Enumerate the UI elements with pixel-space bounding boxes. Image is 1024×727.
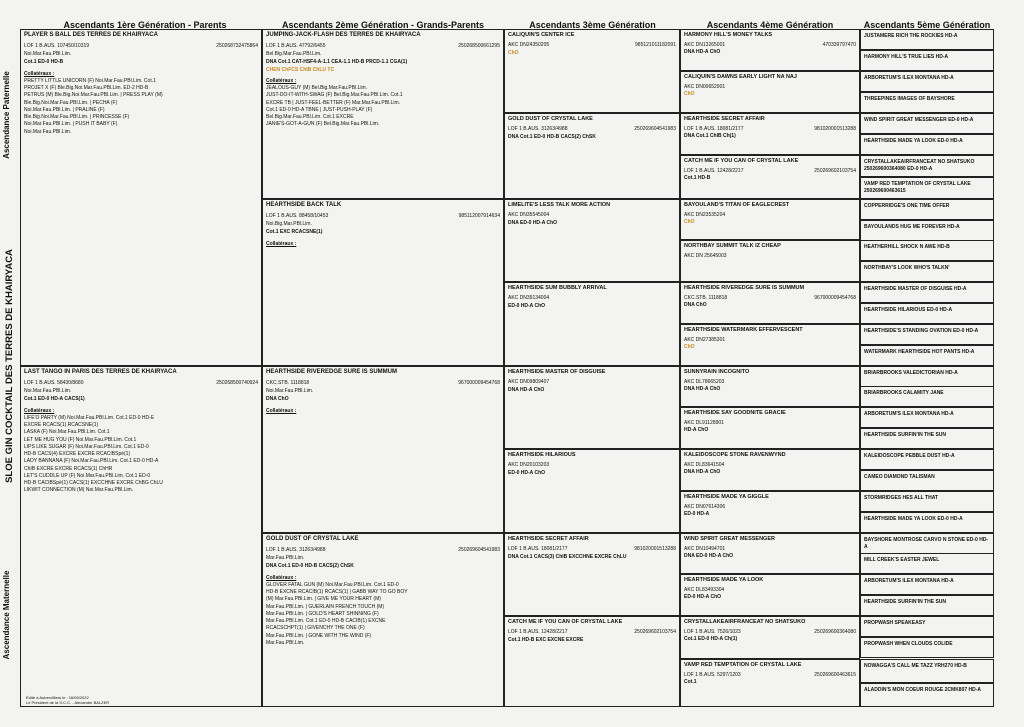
sire-results: Cot.1 ED-0 HD-B [24, 59, 64, 66]
gen5-ancestor: CRYSTALLAKEAIRFRANCEAT NO SHATSUKO 250269600364080 ED-0 HD-A [860, 155, 994, 177]
sire-name: PLAYER S BALL DES TERRES DE KHAIRYACA [24, 32, 158, 38]
gen5-ancestor: HEARTHSIDE SURFIN'IN THE SUN [860, 428, 994, 449]
gen3-name: GOLD DUST OF CRYSTAL LAKE [508, 116, 593, 122]
gen4-reg: AKC DN07614306 [684, 504, 726, 511]
gen4-name: HEARTHSIDE SECRET AFFAIR [684, 116, 765, 122]
gen2-results: DNA Cot.1 CAT-HSF4-A-1.1 CEA-1.1 HD-B PRCD-1.1 CGA(1) [266, 59, 408, 66]
gen4-results: DNA Cot.1 ChIB Ch(1) [684, 133, 736, 140]
gen4-name: SUNNYRAIN INCOGNITO [684, 369, 750, 375]
gen2-results: DNA ChO [266, 396, 289, 403]
collateral-line: RCACSCHPT(1) | GIVENCHY THE ONE (F) [266, 625, 365, 632]
collateral-line: LASKA (F) Noi.Mar.Fau.PBl.Lim. Cot.1 [24, 429, 110, 436]
gen4-cell [680, 366, 860, 407]
gen4-name: HEARTHSIDE SAY GOODNITE GRACIE [684, 410, 786, 416]
dam-collaterals [24, 415, 258, 495]
gen4-reg: AKC DL83641504 [684, 462, 725, 469]
gen4-name: HEARTHSIDE MADE YA LOOK [684, 577, 764, 583]
gen3-reg: LOF 1 B.AUS. 18081/2177 [508, 546, 568, 553]
gen5-ancestor: WIND SPIRIT GREAT MESSENGER ED-0 HD-A [860, 113, 994, 134]
gen2-color: Noi.Mar.Fau.PBl.Lim. [266, 388, 314, 395]
gen4-reg: CKC.STB. 1118818 [684, 295, 728, 302]
gen4-cell [680, 533, 860, 574]
gen3-reg: AKC DN24350205 [508, 42, 550, 49]
gen4-cell [680, 616, 860, 659]
gen3-chip: 981020001513288 [634, 546, 676, 553]
gen3-name: CATCH ME IF YOU CAN OF CRYSTAL LAKE [508, 619, 623, 625]
issue-footer [26, 695, 109, 705]
gen4-chip: 470339797470 [822, 42, 856, 49]
gen4-results: Cot.1 HD-B [684, 175, 711, 182]
gen4-cell [680, 199, 860, 240]
gen3-results: ChO [508, 50, 519, 57]
gen4-results: Cot.1 ED-0 HD-A Ch(1) [684, 636, 738, 643]
sire-color: Noi.Mar.Fau.PBl.Lim. [24, 51, 72, 58]
collateral-line: LET ME HUG YOU (F) Noi.Mar.Fau.PBl.Lim. Cot.1 [24, 436, 137, 443]
gen5-ancestor: BAYSHORE MONTROSE CARVO N STONE ED-0 HD-A [860, 533, 994, 554]
gen5-ancestor: ARBORETUM'S ILEX MONTANA HD-A [860, 407, 994, 428]
sire-lof: LOF 1 B.AUS. 107450/10319 [24, 42, 90, 49]
gen3-cell [504, 616, 680, 707]
gen5-ancestor: STORMRIDGES HES ALL THAT [860, 491, 994, 512]
gen2-cell [262, 366, 504, 533]
collateral-line: LET'S CUDDLE UP (F) Noi.Mar.Fau.PBl.Lim. Cot.1 ED-0 [24, 472, 151, 479]
collateral-line: PRETTY LITTLE UNICORN (F) Noi.Mar.Fau.PBl.Lim. Cot.1 [24, 77, 156, 84]
gen4-cell [680, 155, 860, 199]
gen3-results: ED-0 HD-A ChO [508, 470, 546, 477]
gen4-cell [680, 29, 860, 71]
gen2-name: GOLD DUST OF CRYSTAL LAKE [266, 536, 359, 542]
gen2-lof: LOF 1 B.AUS. 31263/4988 [266, 546, 326, 553]
gen5-ancestor: NOWAGGA'S CALL ME TAZZ YRH270 HD-B [860, 659, 994, 683]
header-gen5: Ascendants 5ème Génération [863, 20, 991, 30]
gen4-name: HARMONY HILL'S MONEY TALKS [684, 32, 773, 38]
gen3-cell [504, 113, 680, 199]
gen2-chip: 967000009454768 [458, 379, 500, 386]
collateral-line: GLOVER FATAL GUN (M) Noi.Mar.Fau.PBl.Lim. Cot.1 ED-0 [266, 581, 399, 588]
collateral-line: Mar.Fau.PBl.Lim. | GOLD'S HEART SHINNING (F) [266, 610, 379, 617]
header-gen2: Ascendants 2ème Génération - Grands-Parents [281, 20, 485, 30]
collateral-line: LADY BANNANA (F) Noi.Mar.Fau.PBl.Lim. Cot.1 ED-0 HD-A [24, 458, 159, 465]
maternal-label: Ascendance Maternelle [2, 570, 11, 660]
sire-collateral-label: Collatéraux : [24, 70, 55, 77]
gen4-reg: AKC DN 25645003 [684, 253, 727, 260]
gen2-collateral-label: Collatéraux : [266, 574, 297, 581]
gen5-ancestor: MILL CREEK'S EASTER JEWEL [860, 553, 994, 574]
gen2-lof: LOF 1 B.AUS. 47792/6455 [266, 42, 326, 49]
gen4-results: Cot.1 [684, 679, 697, 686]
gen5-ancestor: HARMONY HILL'S TRUE LIES HD-A [860, 50, 994, 71]
gen5-ancestor: ARBORETUM'S ILEX MONTANA HD-A [860, 574, 994, 595]
gen2-lof: CKC.STB. 1118818 [266, 379, 310, 386]
gen5-ancestor: ALADDIN'S MON COEUR ROUGE 2CMK807 HD-A [860, 683, 994, 707]
gen5-ancestor: PROPWASH SPEAKEASY [860, 616, 994, 637]
gen3-name: LIMELITE'S LESS TALK MORE ACTION [508, 202, 611, 208]
collateral-line: JEALOUS-GUY (M) Bel.Big.Mar.Fau.PBl.Lim. [266, 85, 368, 92]
collateral-line: Ble.Big.Noi.Mar.Fau.PBl.Lim. | PRINCESSE (F) [24, 114, 130, 121]
gen3-results: DNA HD-A ChO [508, 387, 545, 394]
gen4-name: VAMP RED TEMPTATION OF CRYSTAL LAKE [684, 662, 802, 668]
header-gen4: Ascendants 4ème Génération [706, 20, 834, 30]
gen2-color: Bel.Big.Mar.Fau.PBl.Lim. [266, 51, 322, 58]
gen3-cell [504, 282, 680, 366]
dam-chip: 250268500740924 [216, 379, 258, 386]
gen2-cell [262, 533, 504, 707]
gen3-cell [504, 29, 680, 113]
gen4-name: HEARTHSIDE MADE YA GIGGLE [684, 494, 769, 500]
gen4-reg: LOF 1 B.AUS. 18081/2177 [684, 126, 744, 133]
gen5-ancestor: ARBORETUM'S ILEX MONTANA HD-A [860, 71, 994, 92]
gen5-ancestor: THREEPINES IMAGES OF BAYSHORE [860, 92, 994, 113]
gen4-reg: LOF 1 B.AUS. 12428/2217 [684, 168, 744, 175]
gen4-results: DNA HD-A ChO [684, 469, 721, 476]
gen3-reg: LOF 1 B.AUS. 31263/4988 [508, 126, 568, 133]
gen4-reg: AKC DN13265001 [684, 42, 726, 49]
gen5-ancestor: CAMEO DIAMOND TALISMAN [860, 470, 994, 491]
gen5-ancestor: VAMP RED TEMPTATION OF CRYSTAL LAKE 250269600463615 [860, 177, 994, 199]
gen4-cell [680, 491, 860, 533]
collateral-line: Mar.Fau.PBl.Lim. | GUERLAIN FRENCH TOUCH (M) [266, 603, 385, 610]
gen4-cell [680, 71, 860, 113]
gen4-results: ChO [684, 91, 695, 98]
collateral-line: LIPS LIKE SUGAR (F) Noi.Mar.Fau.PBl.Lim. Cot.1 ED-0 [24, 443, 149, 450]
gen4-cell [680, 324, 860, 366]
collateral-line: Noi.Mar.Fau.PBl.Lim. | PUSH IT BABY (F) [24, 121, 118, 128]
gen4-chip: 250269600364080 [814, 629, 856, 636]
collateral-line: PETRUS (M) Ble.Big.Noi.Mar.Fau.PBl.Lim. | PRESS PLAY (M) [24, 92, 163, 99]
gen2-results: Cot.1 EXC RCACSNE(1) [266, 229, 323, 236]
gen4-name: CALIQUIN'S DAWNS EARLY LIGHT NA NAJ [684, 74, 797, 80]
gen3-reg: LOF 1 B.AUS. 12428/2217 [508, 629, 568, 636]
gen4-reg: AKC DN27385301 [684, 337, 726, 344]
gen5-ancestor: HEARTHSIDE MADE YA LOOK ED-0 HD-A [860, 134, 994, 155]
gen4-cell [680, 282, 860, 324]
gen3-name: CALIQUIN'S CENTER ICE [508, 32, 575, 38]
gen3-results: Cot.1 HD-B EXC EXCNE EXCRE [508, 637, 584, 644]
collateral-line: Ble.Big.Noi.Mar.Fau.PBl.Lim. | PECHA (F) [24, 99, 118, 106]
collateral-line: Cot.1 ED-0 HD-A TBNE | JUST-PUSH-PLAY (F) [266, 106, 373, 113]
gen3-cell [504, 533, 680, 616]
gen3-reg: AKC DN39134004 [508, 295, 550, 302]
gen3-results: DNA Cot.1 ED-0 HD-B CACS(2) ChSK [508, 134, 596, 141]
collateral-line: EXCRE RCACS(1) RCACSNE(1) [24, 422, 99, 429]
president-line: Le Président de la S.C.C. - Alexandre BALZER [26, 700, 110, 705]
gen2-cell [262, 199, 504, 366]
gen4-results: ED-0 HD-A ChO [684, 594, 722, 601]
gen2-collateral-label: Collatéraux : [266, 240, 297, 247]
gen2-color: Mar.Fau.PBl.Lim. [266, 555, 305, 562]
gen2-name: HEARTHSIDE RIVEREDGE SURE IS SUMMUM [266, 369, 398, 375]
gen4-name: BAYOULAND'S TITAN OF EAGLECREST [684, 202, 790, 208]
collateral-line: LIKWIT CONNECTION (M) Noi.Mar.Fau.PBl.Lim. [24, 487, 134, 494]
gen5-ancestor: HEARTHSIDE MASTER OF DISGUISE HD-A [860, 282, 994, 303]
sire-collaterals [24, 78, 258, 136]
gen4-results: DNA HD-A ChO [684, 386, 721, 393]
gen3-cell [504, 366, 680, 449]
collateral-line: HD-B EXCNE RCACIB(1) RCACS(1) | GABB WAY TO GO BOY [266, 589, 408, 596]
gen4-cell [680, 659, 860, 707]
gen3-name: HEARTHSIDE MASTER OF DISGUISE [508, 369, 606, 375]
gen5-ancestor: HEARTHSIDE'S STANDING OVATION ED-0 HD-A [860, 324, 994, 345]
gen4-cell [680, 113, 860, 155]
gen5-ancestor: HEARTHSIDE SURFIN'IN THE SUN [860, 595, 994, 616]
collateral-line: ChIB EXCRE EXCRE RCACS(1) ChHR [24, 465, 113, 472]
gen3-reg: AKC DN35545004 [508, 212, 550, 219]
gen5-ancestor: HEARTHSIDE MADE YA LOOK ED-0 HD-A [860, 512, 994, 533]
gen3-name: HEARTHSIDE SUM BUBBLY ARRIVAL [508, 285, 607, 291]
gen5-ancestor: PROPWASH WHEN CLOUDS COLIDE [860, 637, 994, 658]
gen2-chip: 985112007914634 [458, 212, 500, 219]
gen4-name: HEARTHSIDE WATERMARK EFFERVESCENT [684, 327, 803, 333]
gen5-ancestor: BAYOULANDS HUG ME FOREVER HD-A [860, 220, 994, 241]
gen4-chip: 967000009454768 [814, 295, 856, 302]
gen3-results: DNA ED-0 HD-A ChO [508, 220, 558, 227]
gen5-ancestor: BRIARBROOKS VALEDICTORIAN HD-A [860, 366, 994, 387]
gen4-chip: 981020001513288 [814, 126, 856, 133]
gen5-ancestor: JUSTAMERE RICH THE ROCKIES HD-A [860, 29, 994, 50]
gen4-reg: AKC DL78665203 [684, 379, 725, 386]
gen4-results: ChO [684, 344, 695, 351]
gen5-ancestor: NORTHBAY'S LOOK WHO'S TALKN' [860, 261, 994, 282]
gen2-color: Noi.Big.Mar.PBl.Lim. [266, 221, 312, 228]
gen4-results: DNA ChO [684, 302, 707, 309]
gen3-chip: 250269602103754 [634, 629, 676, 636]
header-gen3: Ascendants 3ème Génération [529, 20, 656, 30]
header-gen1: Ascendants 1ère Génération - Parents [63, 20, 227, 30]
gen2-name: JUMPING-JACK-FLASH DES TERRES DE KHAIRYACA [266, 32, 421, 38]
gen4-reg: AKC DN00652901 [684, 84, 726, 91]
gen4-reg: AKC DN23535204 [684, 212, 726, 219]
gen2-cell [262, 29, 504, 199]
gen4-results: DNA ED-0 HD-A ChO [684, 553, 734, 560]
gen3-chip: 985121011182091 [635, 42, 676, 49]
collateral-line: Mar.Fau.PBl.Lim. | GONE WITH THE WIND (F) [266, 632, 372, 639]
gen5-ancestor: BRIARBROOKS CALAMITY JANE [860, 386, 994, 407]
gen4-chip: 250269602103754 [814, 168, 856, 175]
collateral-line: HD-B CACIBSpé(1) CACS(1) EXCCHNE EXCRE ChBG ChLU [24, 480, 163, 487]
collateral-line: LIFE'O PARTY (M) Noi.Mar.Fau.PBl.Lim. Cot.1 ED-0 HD-E [24, 414, 155, 421]
collateral-line: HD-B CACS(4) EXCRE EXCRE RCACIBSpé(1) [24, 451, 131, 458]
dam-collateral-label: Collatéraux : [24, 407, 55, 414]
gen4-reg: LOF 1 B.AUS. 5297/1203 [684, 672, 741, 679]
gen2-chip: 250269604541983 [458, 546, 500, 553]
gen5-ancestor: KALEIDOSCOPE PEBBLE DUST HD-A [860, 449, 994, 470]
gen3-name: HEARTHSIDE SECRET AFFAIR [508, 536, 589, 542]
paternal-label: Ascendance Paternelle [2, 71, 11, 159]
gen4-results: ED-0 HD-A [684, 511, 710, 518]
issue-date: Édité à Aubervilliers le : 16/05/2022 [26, 695, 89, 700]
gen3-reg: AKC DN09809407 [508, 379, 550, 386]
gen5-ancestor: WATERMARK HEARTHSIDE HOT PANTS HD-A [860, 345, 994, 366]
gen4-name: KALEIDOSCOPE STONE RAVENWYND [684, 452, 786, 458]
sire-chip: 250268732475864 [216, 42, 258, 49]
gen3-name: HEARTHSIDE HILARIOUS [508, 452, 576, 458]
gen4-name: CRYSTALLAKEAIRFRANCEAT NO SHATSUKO [684, 619, 806, 625]
gen3-cell [504, 449, 680, 533]
gen4-cell [680, 574, 860, 616]
sire-cell [20, 29, 262, 366]
gen4-reg: LOF 1 B.AUS. 7526/1023 [684, 629, 741, 636]
dam-results: Cot.1 ED-0 HD-A CACS(1) [24, 396, 85, 403]
gen4-chip: 250269600463615 [814, 672, 856, 679]
gen2-results: DNA Cot.1 ED-0 HD-B CACS(2) ChSK [266, 563, 354, 570]
gen2-lof: LOF 1 B.AUS. 88458/10453 [266, 212, 329, 219]
gen5-ancestor: HEARTHSIDE HILARIOUS ED-0 HD-A [860, 303, 994, 324]
gen4-name: HEARTHSIDE RIVEREDGE SURE IS SUMMUM [684, 285, 805, 291]
gen4-name: NORTHBAY SUMMIT TALK IZ CHEAP [684, 243, 781, 249]
dam-name: LAST TANGO IN PARIS DES TERRES DE KHAIRYACA [24, 369, 177, 375]
collateral-line: PROJET X (F) Ble.Big.Noi.Mar.Fau.PBl.Lim. ED-2 HD-B [24, 85, 149, 92]
dam-color: Noi.Mar.Fau.PBl.Lim. [24, 388, 72, 395]
gen3-chip: 250269604541983 [634, 126, 676, 133]
collateral-line: (M) Mar.Fau.PBl.Lim. | GIVE ME YOUR HEART (M) [266, 596, 381, 603]
gen4-results: ChO [684, 219, 695, 226]
dam-cell [20, 366, 262, 707]
gen2-name: HEARTHSIDE BACK TALK [266, 202, 342, 208]
collateral-line: Noi.Mar.Fau.PBl.Lim. | PRALINE (F) [24, 106, 105, 113]
collateral-line: Mar.Fau.PBl.Lim. Cot.1 ED-0 HD-B CACIB(1) EXCNE [266, 618, 386, 625]
collateral-line: EXCRE TB | JUST-FEEL-BETTER (F) Mar.Mar.Fau.PBl.Lim. [266, 99, 401, 106]
gen3-cell [504, 199, 680, 282]
gen4-name: WIND SPIRIT GREAT MESSENGER [684, 536, 775, 542]
gen4-reg: AKC DN10494701 [684, 546, 726, 553]
gen5-ancestor: HEATHERHILL SHOCK N AWE HD-B [860, 240, 994, 261]
gen4-cell [680, 240, 860, 282]
gen4-name: CATCH ME IF YOU CAN OF CRYSTAL LAKE [684, 158, 799, 164]
gen4-cell [680, 407, 860, 449]
collateral-line: Bel.Big.Mar.Fau.PBl.Lim. Cot.1 EXCRE [266, 114, 354, 121]
gen4-reg: AKC DL83493304 [684, 587, 725, 594]
gen2-collateral-label: Collatéraux : [266, 407, 297, 414]
dog-name-label: SLOE GIN COCKTAIL DES TERRES DE KHAIRYACA [4, 249, 15, 483]
gen4-cell [680, 449, 860, 491]
gen3-reg: AKC DN20103203 [508, 462, 550, 469]
gen2-collateral-label: Collatéraux : [266, 77, 297, 84]
gen3-results: ED-0 HD-A ChO [508, 303, 546, 310]
gen4-results: HD-A ChO [684, 427, 709, 434]
gen4-reg: AKC DL91128901 [684, 420, 724, 427]
gen3-results: DNA Cot.1 CACS(3) ChIB EXCCHNE EXCRE ChLU [508, 554, 627, 561]
gen4-results: DNA HD-A ChO [684, 49, 721, 56]
collateral-line: Noi.Mar.Fau.PBl.Lim. [24, 128, 72, 135]
gen5-ancestor: COPPERRIDGE'S ONE TIME OFFER [860, 199, 994, 220]
collateral-line: Mar.Fau.PBl.Lim. [266, 639, 305, 646]
dam-lof: LOF 1 B.AUS. 58430/8680 [24, 379, 84, 386]
collateral-line: JANIE'S-GOT-A-GUN (F) Bel.Big.Mar.Fau.PBl.Lim. [266, 121, 380, 128]
gen2-titles: CHEN ChFCS ChIB ChLU TC [266, 66, 335, 73]
collateral-line: JUST-DO-IT-WITH-SWAG (F) Bel.Big.Mar.Fau.PBl.Lim. Cot.1 [266, 92, 403, 99]
gen2-chip: 250268500661295 [458, 42, 500, 49]
